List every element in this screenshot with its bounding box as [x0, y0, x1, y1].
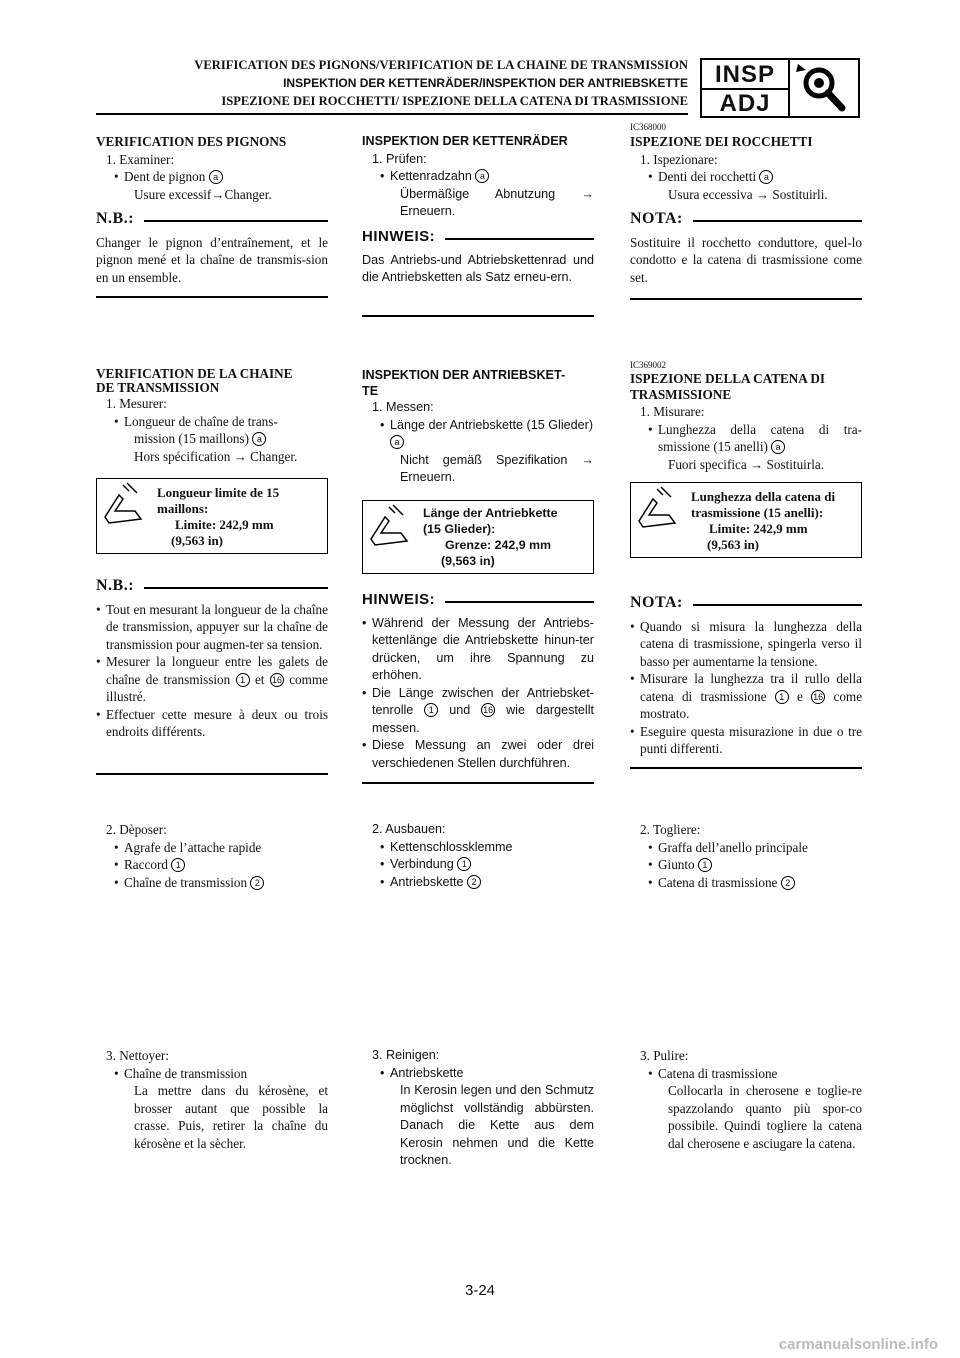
fr-chain-bullet-b: mission (15 maillons)	[134, 431, 250, 446]
ref-marker: 2	[250, 876, 264, 890]
fr-note-label: N.B.:	[96, 210, 135, 227]
it-spec-box	[630, 482, 862, 558]
ref-marker: 16	[483, 705, 494, 715]
fr-remove-step: 2. Dèposer:	[106, 822, 167, 837]
de-chain-title-b: TE	[362, 384, 379, 398]
header-rule	[96, 113, 688, 115]
it-sprocket-section	[630, 133, 862, 203]
fr-spec-line4: (9,563 in)	[171, 533, 223, 548]
de-spec-line2: (15 Glieder):	[423, 522, 496, 536]
ref-marker: a	[390, 435, 404, 449]
de-clean-section	[362, 1047, 594, 1170]
ref-marker: a	[771, 440, 785, 454]
ref-marker: 1	[457, 857, 471, 871]
de-spec-box	[362, 500, 594, 574]
ref-marker: a	[252, 432, 266, 446]
de-note-2-item1: • Während der Messung der Antriebs-kettenlänge die Antriebskette hinun-ter drücken, um ihre Spannung zu erhöhen.	[362, 615, 594, 685]
footer-watermark: carmanualsonline.info	[778, 1336, 938, 1353]
fr-note-2-item3: • Effectuer cette mesure à deux ou trois endroits différents.	[96, 706, 328, 741]
fr-remove-b3: Chaîne de transmission	[124, 874, 248, 890]
section-badge	[700, 58, 860, 118]
de-sprocket-step: 1. Prüfen:	[372, 151, 427, 166]
de-note-1-text: Das Antriebs-und Abtriebskettenrad und die Antriebsketten als Satz erneu-ern.	[362, 252, 594, 284]
it-spec-line2: trasmissione (15 anelli):	[691, 505, 824, 520]
it-clean-sub: Collocarla in cherosene e toglie-re spazzolando quanto più spor-co possibile. Quindi togliere la catena dal cherosene e asciugare la catena.	[668, 1083, 862, 1151]
header-title-de: INSPEKTION DER KETTENRÄDER/INSPEKTION DER ANTRIEBSKETTE	[283, 76, 688, 90]
de-chain-title-a: INSPEKTION DER ANTRIEBSKET-	[362, 368, 566, 382]
it-spec-line4: (9,563 in)	[707, 537, 759, 552]
ref-marker: 2	[781, 876, 795, 890]
it-chain-bullet: Lunghezza della catena di tra-smissione (15 anelli)	[658, 421, 862, 454]
fr-spec-box	[96, 478, 328, 554]
fr-spec-line3: Limite: 242,9 mm	[175, 517, 274, 532]
fr-sprocket-sub: Usure excessif→Changer.	[134, 186, 272, 202]
fr-note-1	[96, 204, 328, 286]
it-chain-sub: Fuori specifica → Sostituirla.	[668, 456, 825, 472]
fr-clean-sub: La mettre dans du kérosène, et brosser autant que possible la crasse. Puis, retirer la chaîne du kérosène et la sècher.	[134, 1083, 328, 1151]
it-spec-line1: Lunghezza della catena di	[691, 489, 836, 504]
it-code-2: IC369002	[630, 360, 666, 370]
de-chain-sub: Nicht gemäß Spezifikation → Erneuern.	[400, 452, 594, 484]
fr-sprocket-title: VERIFICATION DES PIGNONS	[96, 134, 287, 149]
fr-clean-section	[96, 1047, 328, 1152]
it-note-label: NOTA:	[630, 594, 683, 611]
de-clean-step: 3. Reinigen:	[372, 1048, 440, 1062]
de-sprocket-title: INSPEKTION DER KETTENRÄDER	[362, 134, 568, 148]
fr-sprocket-bullet: Dent de pignon	[124, 169, 206, 184]
de-remove-b3: Antriebskette	[390, 874, 464, 889]
it-sprocket-sub: Usura eccessiva → Sostituirli.	[668, 186, 828, 202]
de-note-2-item2: • Die Länge zwischen der Antriebsket-tenrolle 1 und 16 wie dargestellt messen.	[362, 685, 594, 738]
de-remove-step: 2. Ausbauen:	[372, 822, 446, 836]
ref-marker: 1	[171, 858, 185, 872]
fr-sprocket-step: 1. Examiner:	[106, 151, 175, 167]
it-chain-title-b: TRASMISSIONE	[630, 387, 732, 402]
ref-marker: 1	[424, 703, 438, 717]
fr-spec-line2: maillons:	[157, 501, 209, 516]
de-note-1-end	[362, 315, 594, 317]
de-remove-b1: • Kettenschlossklemme	[362, 839, 594, 857]
ref-marker: 1	[698, 858, 712, 872]
ref-marker: a	[209, 170, 223, 184]
it-note-1	[630, 204, 862, 286]
it-clean-section	[630, 1047, 862, 1152]
it-remove-b3: Catena di trasmissione	[658, 874, 778, 890]
it-remove-section	[630, 821, 862, 891]
header-title-it: ISPEZIONE DEI ROCCHETTI/ ISPEZIONE DELLA CATENA DI TRASMISSIONE	[221, 94, 688, 108]
de-clean-b1: • Antriebskette	[362, 1065, 594, 1083]
header-title-fr: VERIFICATION DES PIGNONS/VERIFICATION DE LA CHAINE DE TRANSMISSION	[194, 58, 688, 72]
spec-wrench-icon	[101, 481, 147, 527]
fr-note-1-text: Changer le pignon d’entraînement, et le pignon mené et la chaîne de transmis-sion en un ensemble.	[96, 234, 328, 285]
it-sprocket-bullet: Denti dei rocchetti	[658, 169, 757, 184]
ref-marker: 16	[271, 674, 282, 685]
it-note-1-end	[630, 298, 862, 300]
it-sprocket-step: 1. Ispezionare:	[640, 151, 718, 167]
fr-remove-b1: • Agrafe de l’attache rapide	[96, 839, 328, 857]
it-note-label: NOTA:	[630, 210, 683, 227]
de-note-1	[362, 222, 594, 287]
it-chain-step: 1. Misurare:	[640, 404, 705, 419]
spec-wrench-icon	[635, 485, 681, 531]
fr-remove-b2: Raccord	[124, 857, 168, 872]
fr-remove-section	[96, 821, 328, 891]
it-note-2-end	[630, 767, 862, 769]
de-note-label: HINWEIS:	[362, 591, 436, 608]
it-remove-step: 2. Togliere:	[640, 822, 701, 837]
it-note-2-item3: • Eseguire questa misurazione in due o tre punti differenti.	[630, 723, 862, 758]
fr-sprocket-section	[96, 133, 328, 203]
de-note-2-item3: • Diese Messung an zwei oder drei verschiedenen Stellen durchführen.	[362, 737, 594, 772]
ref-marker: 1	[775, 690, 789, 704]
de-chain-section	[362, 367, 594, 487]
fr-note-2-item1: • Tout en mesurant la longueur de la chaîne de transmission, appuyer sur la chaîne de transmission pour augmen-ter sa tension.	[96, 601, 328, 654]
de-chain-bullet: Länge der Antriebskette (15 Glieder)	[390, 417, 594, 432]
fr-chain-title-b: DE TRANSMISSION	[96, 380, 220, 395]
it-note-2-item2: • Misurare la lunghezza tra il rullo della catena di trasmissione 1 e 16 come mostrato.	[630, 670, 862, 723]
de-clean-sub: In Kerosin legen und den Schmutz möglichst vollständig abbürsten. Danach die Kette aus dem Kerosin nehmen und die Kette trocknen.	[400, 1083, 594, 1167]
fr-note-2	[96, 571, 328, 741]
fr-note-2-item2: • Mesurer la longueur entre les galets de chaîne de transmission 1 et 16 comme illustré.	[96, 653, 328, 706]
de-sprocket-section	[362, 133, 594, 221]
magnifier-wrench-icon	[792, 62, 856, 114]
it-note-2-item1: • Quando si misura la lunghezza della catena di trasmissione, spingerla verso il basso per aumentarne la tensione.	[630, 618, 862, 671]
fr-spec-line1: Longueur limite de 15	[157, 485, 280, 500]
fr-note-2-end	[96, 773, 328, 775]
fr-chain-section	[96, 367, 328, 465]
it-remove-b2: Giunto	[658, 857, 695, 872]
ref-marker: a	[475, 169, 489, 183]
de-sprocket-bullet: Kettenradzahn	[390, 169, 472, 183]
it-remove-b1: • Graffa dell’anello principale	[630, 839, 862, 857]
it-clean-step: 3. Pulire:	[640, 1048, 689, 1063]
it-note-1-text: Sostituire il rocchetto conduttore, quel-lo condotto e la catena di trasmissione come set.	[630, 234, 862, 285]
de-note-label: HINWEIS:	[362, 228, 436, 245]
fr-chain-step: 1. Mesurer:	[106, 396, 167, 411]
page-number: 3-24	[464, 1282, 496, 1299]
badge-insp: INSP	[714, 61, 775, 88]
it-note-2	[630, 588, 862, 758]
de-remove-section	[362, 821, 594, 891]
de-spec-line3: Grenze: 242,9 mm	[445, 538, 552, 552]
spec-wrench-icon	[367, 503, 413, 549]
de-note-2-end	[362, 782, 594, 784]
ref-marker: 16	[813, 691, 824, 702]
it-chain-title-a: ISPEZIONE DELLA CATENA DI	[630, 371, 826, 386]
ref-marker: a	[759, 170, 773, 184]
it-clean-b1: • Catena di trasmissione	[630, 1065, 862, 1083]
fr-clean-b1: • Chaîne de transmission	[96, 1065, 328, 1083]
de-chain-step: 1. Messen:	[372, 400, 434, 414]
badge-adj: ADJ	[719, 90, 771, 117]
it-sprocket-title: ISPEZIONE DEI ROCCHETTI	[630, 134, 813, 149]
it-spec-line3: Limite: 242,9 mm	[709, 521, 808, 536]
ref-marker: 1	[236, 673, 250, 687]
fr-note-label: N.B.:	[96, 577, 135, 594]
fr-chain-bullet-a: • Longueur de chaîne de trans-	[96, 413, 328, 431]
de-spec-line4: (9,563 in)	[441, 554, 495, 568]
it-code-1: IC368000	[630, 122, 666, 132]
de-spec-line1: Länge der Antriebkette	[423, 506, 558, 520]
ref-marker: 2	[467, 875, 481, 889]
de-remove-b2: Verbindung	[390, 857, 454, 871]
de-sprocket-sub: Übermäßige Abnutzung → Erneuern.	[400, 186, 594, 218]
it-chain-section	[630, 371, 862, 473]
de-note-2	[362, 585, 594, 772]
fr-clean-step: 3. Nettoyer:	[106, 1048, 169, 1063]
fr-chain-title-a: VERIFICATION DE LA CHAINE	[96, 366, 293, 381]
fr-chain-sub: Hors spécification → Changer.	[134, 448, 298, 464]
fr-note-1-end	[96, 296, 328, 298]
